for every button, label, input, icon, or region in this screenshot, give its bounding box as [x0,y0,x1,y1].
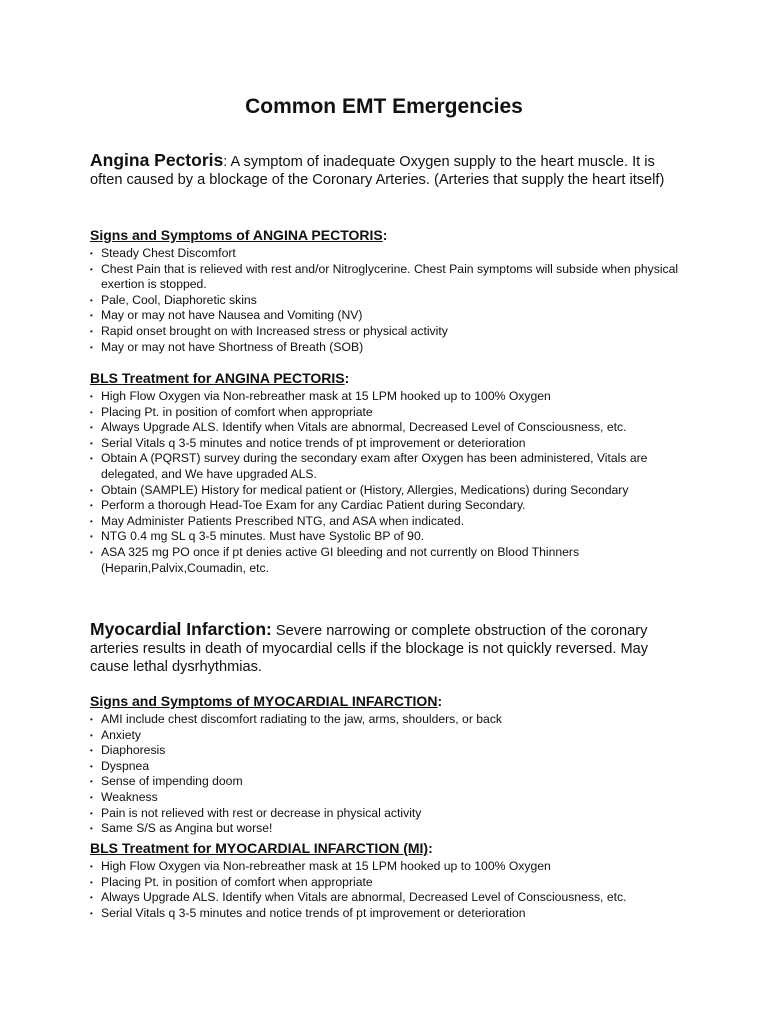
mi-signs-heading-text: Signs and Symptoms of MYOCARDIAL INFARCTION [90,693,438,709]
angina-intro-paragraph [90,151,680,189]
angina-treatment-heading [90,370,680,386]
list-item: • Serial Vitals q 3-5 minutes and notice trends of pt improvement or deterioration [90,436,680,452]
list-item: • Serial Vitals q 3-5 minutes and notice trends of pt improvement or deterioration [90,906,680,922]
list-item: • Obtain (SAMPLE) History for medical patient or (History, Allergies, Medications) during Secondary [90,483,680,499]
list-item: • Dyspnea [90,759,680,775]
list-item: • Chest Pain that is relieved with rest and/or Nitroglycerine. Chest Pain symptoms will subside when physical exertion is stopped. [90,262,680,293]
list-item: • High Flow Oxygen via Non-rebreather mask at 15 LPM hooked up to 100% Oxygen [90,389,680,405]
list-item: • Perform a thorough Head-Toe Exam for any Cardiac Patient during Secondary. [90,498,680,514]
angina-signs-heading [90,227,680,243]
mi-signs-heading [90,693,680,709]
list-item: • AMI include chest discomfort radiating to the jaw, arms, shoulders, or back [90,712,680,728]
list-item: • Sense of impending doom [90,774,680,790]
page-title: Common EMT Emergencies [245,95,523,118]
angina-term-colon: : [223,154,228,170]
list-item: • Weakness [90,790,680,806]
list-item: • High Flow Oxygen via Non-rebreather mask at 15 LPM hooked up to 100% Oxygen [90,859,680,875]
mi-term: Myocardial Infarction: [90,619,272,639]
list-item: • May or may not have Nausea and Vomiting (NV) [90,308,680,324]
angina-treatment-section [90,370,680,576]
list-item: • Same S/S as Angina but worse! [90,821,680,837]
mi-signs-list [90,712,680,837]
list-item: • May Administer Patients Prescribed NTG, and ASA when indicated. [90,514,680,530]
angina-signs-section [90,227,680,355]
list-item: • Anxiety [90,728,680,744]
list-item: • Placing Pt. in position of comfort when appropriate [90,405,680,421]
angina-signs-heading-text: Signs and Symptoms of ANGINA PECTORIS [90,227,383,243]
angina-treatment-list [90,389,680,576]
mi-treatment-section [90,840,680,921]
list-item: • Placing Pt. in position of comfort when appropriate [90,875,680,891]
list-item: • Always Upgrade ALS. Identify when Vitals are abnormal, Decreased Level of Consciousness, etc. [90,890,680,906]
heading-colon: : [437,693,443,709]
list-item: • Steady Chest Discomfort [90,246,680,262]
angina-signs-list [90,246,680,355]
mi-treatment-list [90,859,680,921]
list-item: • ASA 325 mg PO once if pt denies active GI bleeding and not currently on Blood Thinners (Heparin,Palvix,Coumadin, etc. [90,545,680,576]
list-item: • Rapid onset brought on with Increased stress or physical activity [90,324,680,340]
mi-treatment-heading-text: BLS Treatment for MYOCARDIAL INFARCTION (MI) [90,840,429,856]
angina-intro [90,151,680,189]
list-item: • Obtain A (PQRST) survey during the secondary exam after Oxygen has been administered, Vitals are delegated, and We have upgraded ALS. [90,451,680,482]
heading-colon: : [344,370,350,386]
list-item: • Always Upgrade ALS. Identify when Vitals are abnormal, Decreased Level of Consciousness, etc. [90,420,680,436]
mi-intro [90,620,680,676]
mi-signs-section [90,693,680,837]
heading-colon: : [382,227,388,243]
mi-treatment-heading [90,840,680,856]
angina-description: A symptom of inadequate Oxygen supply to the heart muscle. It is often caused by a blockage of the Coronary Arteries. (Arteries that supply the heart itself) [90,154,665,188]
mi-intro-paragraph [90,620,680,676]
heading-colon: : [428,840,433,856]
list-item: • NTG 0.4 mg SL q 3-5 minutes. Must have Systolic BP of 90. [90,529,680,545]
angina-term: Angina Pectoris [90,150,224,170]
mi-description: Severe narrowing or complete obstruction of the coronary arteries results in death of myocardial cells if the blockage is not quickly reversed. May cause lethal dysrhythmias. [90,623,649,675]
list-item: • Pale, Cool, Diaphoretic skins [90,293,680,309]
angina-treatment-heading-text: BLS Treatment for ANGINA PECTORIS [90,370,345,386]
list-item: • Pain is not relieved with rest or decrease in physical activity [90,806,680,822]
list-item: • Diaphoresis [90,743,680,759]
list-item: • May or may not have Shortness of Breath (SOB) [90,340,680,356]
